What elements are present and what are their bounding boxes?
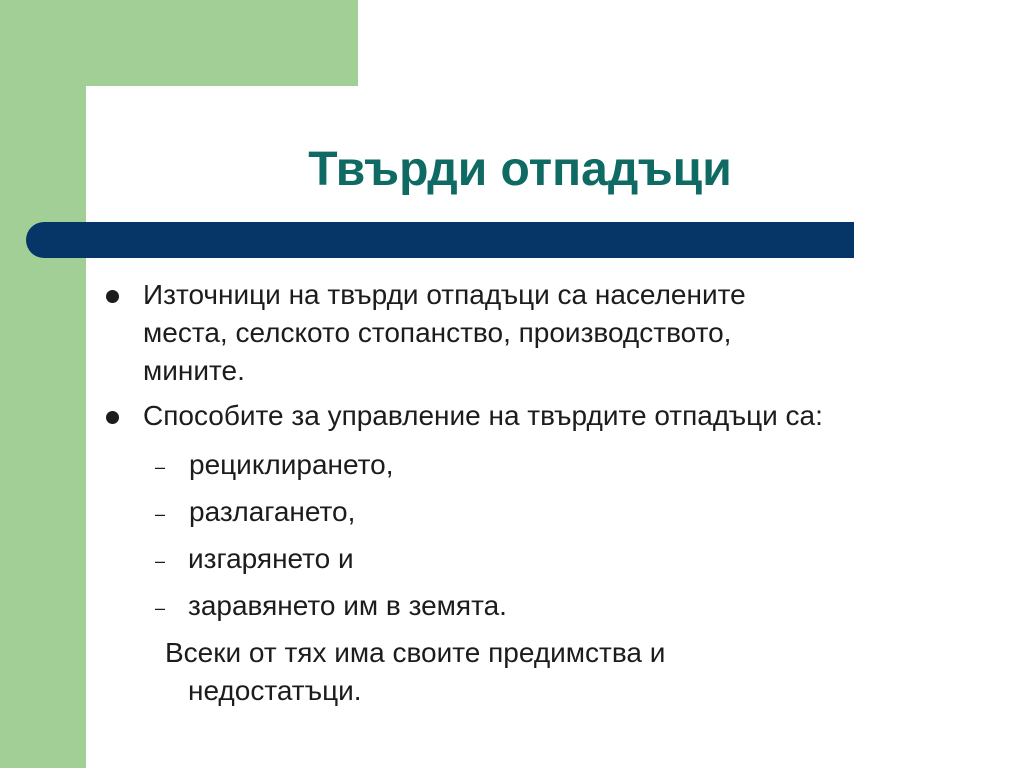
bullet-line: Източници на твърди отпадъци са населените [143,279,746,310]
bullet-line: места, селското стопанство, производството, [143,317,732,348]
bullet-item [143,276,746,390]
sub-item-dash: – [155,598,166,618]
slide-title: Твърди отпадъци [308,143,732,196]
sub-item-dash: – [155,551,166,571]
sub-item: рециклирането, [189,449,394,480]
sub-item: разлагането, [189,496,356,527]
note-line: недостатъци. [188,675,362,706]
sub-item-dash: – [155,504,166,524]
bullet-dot [106,290,119,303]
sub-item: заравянето им в земята. [188,590,507,621]
bullet-line: Способите за управление на твърдите отпадъци са: [143,400,823,431]
closing-note [165,634,665,710]
bullet-dot [106,411,119,424]
sub-item-dash: – [155,457,166,477]
bullet-line: мините. [143,355,245,386]
bullet-item [143,397,823,435]
note-line: Всеки от тях има своите предимства и [165,637,666,668]
sub-item: изгарянето и [188,543,354,574]
